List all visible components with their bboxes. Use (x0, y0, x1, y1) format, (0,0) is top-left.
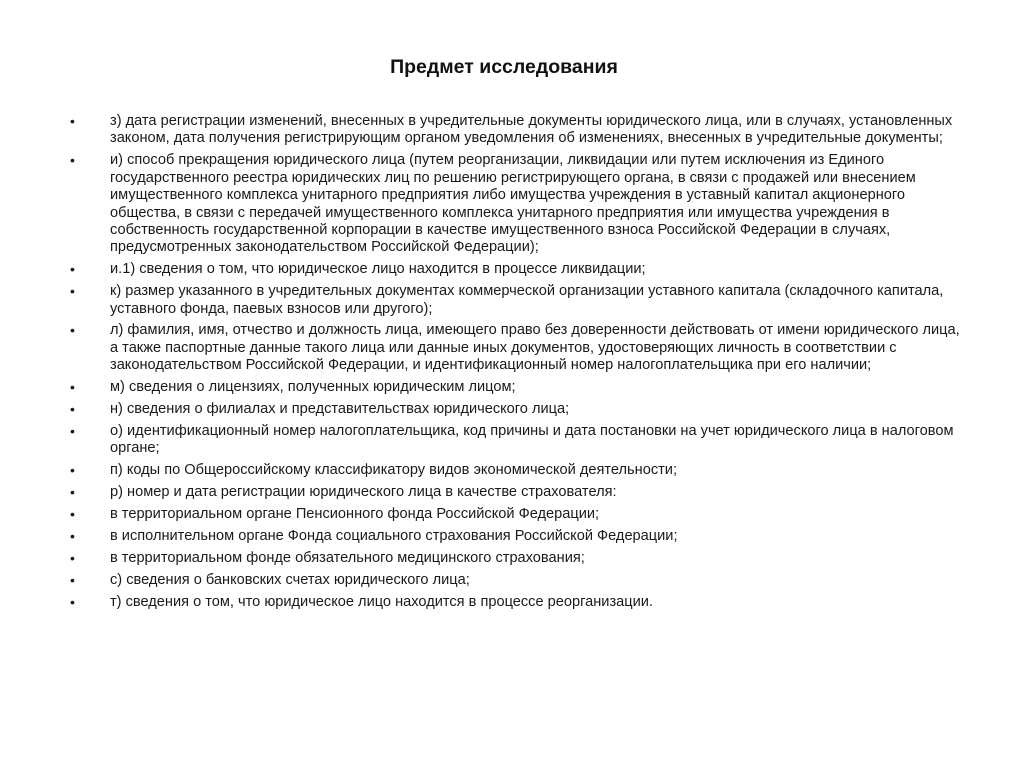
list-item-text: т) сведения о том, что юридическое лицо находится в процессе реорганизации. (110, 593, 653, 610)
bullet-icon: • (70, 528, 75, 545)
list-item-text: з) дата регистрации изменений, внесенных в учредительные документы юридического лица, или в случаях, установленных законом, дата получения регистрирующим органом уведомления об изменениях, внесенных в учредительные документы; (110, 113, 953, 147)
list-item-text: с) сведения о банковских счетах юридического лица; (110, 571, 470, 588)
list-item-text: р) номер и дата регистрации юридического лица в качестве страхователя: (110, 484, 617, 501)
bullet-icon: • (70, 593, 75, 610)
bullet-icon: • (70, 571, 75, 588)
bullet-icon: • (70, 152, 75, 169)
bullet-icon: • (70, 261, 75, 278)
list-item (70, 484, 970, 501)
list-item (70, 152, 970, 256)
list-item-text: н) сведения о филиалах и представительствах юридического лица; (110, 401, 570, 418)
bullet-list (70, 113, 970, 616)
bullet-icon: • (70, 423, 75, 439)
bullet-icon: • (70, 401, 75, 418)
bullet-icon: • (70, 322, 75, 339)
list-item (70, 572, 970, 589)
list-item (70, 528, 970, 545)
list-item (70, 322, 970, 374)
list-item-text: п) коды по Общероссийскому классификатору видов экономической деятельности; (110, 462, 678, 479)
list-item (70, 283, 970, 318)
bullet-icon: • (70, 549, 75, 566)
list-item (70, 550, 970, 567)
list-item-text: в территориальном органе Пенсионного фонда Российской Федерации; (110, 506, 600, 523)
slide-title: Предмет исследования (390, 56, 618, 78)
list-item-text: м) сведения о лицензиях, полученных юридическим лицом; (110, 379, 516, 396)
bullet-icon: • (70, 113, 75, 129)
list-item-text: к) размер указанного в учредительных документах коммерческой организации уставного капитала (складочного капитала, уставного фонда, паевых взносов или другого); (110, 283, 944, 317)
list-item (70, 423, 970, 458)
list-item (70, 462, 970, 479)
list-item-text: и.1) сведения о том, что юридическое лицо находится в процессе ликвидации; (110, 261, 646, 278)
list-item (70, 379, 970, 396)
list-item-text: и) способ прекращения юридического лица (путем реорганизации, ликвидации или путем исключения из Единого государственного реестра юридических лиц по решению регистрирующего органа, в связи с продажей или внесением имущественного комплекса унитарного предприятия либо имущества учреждения в уставный капитал акционерного общества, в связи с передачей имущественного комплекса унитарного предприятия или имущества учреждения в собственность государственной корпорации в качестве имущественного взноса Российской Федерации в случаях, предусмотренных законодательством Российской Федерации); (110, 152, 916, 256)
list-item-text: в исполнительном органе Фонда социального страхования Российской Федерации; (110, 528, 678, 545)
list-item (70, 261, 970, 278)
list-item-text: л) фамилия, имя, отчество и должность лица, имеющего право без доверенности действовать от имени юридического лица, а также паспортные данные такого лица или данные иных документов, удостоверяющих личность в соответствии с законодательством Российской Федерации, и идентификационный номер налогоплательщика при его наличии; (110, 322, 960, 374)
bullet-icon: • (70, 283, 75, 300)
bullet-icon: • (70, 484, 75, 501)
list-item (70, 113, 970, 148)
list-item (70, 594, 970, 611)
list-item-text: о) идентификационный номер налогоплательщика, код причины и дата постановки на учет юридического лица в налоговом органе; (110, 423, 954, 457)
list-item (70, 506, 970, 523)
bullet-icon: • (70, 506, 75, 523)
list-item (70, 401, 970, 418)
bullet-icon: • (70, 462, 75, 479)
bullet-icon: • (70, 379, 75, 396)
list-item-text: в территориальном фонде обязательного медицинского страхования; (110, 549, 585, 566)
